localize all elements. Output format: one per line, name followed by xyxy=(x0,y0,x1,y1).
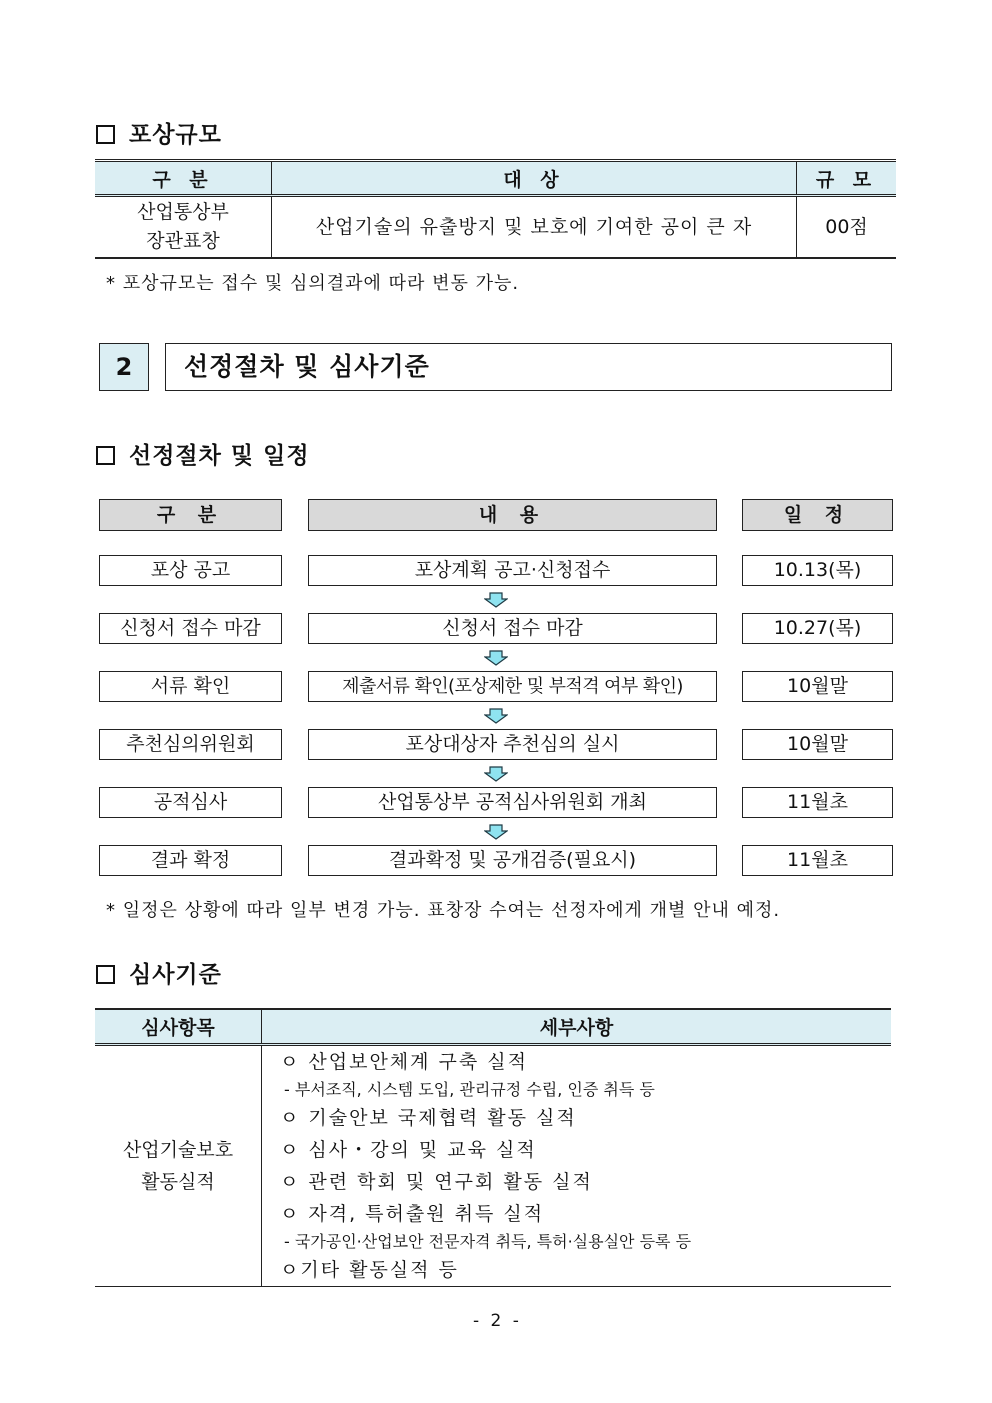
down-arrow-icon xyxy=(484,824,508,840)
flow-step-content: 신청서 접수 마감 xyxy=(308,613,717,644)
flow-header-schedule: 일 정 xyxy=(742,499,893,531)
flow-step-category: 서류 확인 xyxy=(99,671,282,702)
checkbox-square-icon xyxy=(96,965,115,984)
criteria-header-detail: 세부사항 xyxy=(262,1009,892,1045)
flow-step-schedule: 10월말 xyxy=(742,729,893,760)
header-scale: 규 모 xyxy=(797,161,897,196)
flow-step-category: 포상 공고 xyxy=(99,555,282,586)
criteria-item-cell xyxy=(95,1045,262,1287)
award-scale-cell: 00점 xyxy=(797,196,897,259)
criteria-main-item: ㅇ 관련 학회 및 연구회 활동 실적 xyxy=(280,1171,593,1193)
criteria-detail-cell xyxy=(262,1045,892,1287)
flow-step-content: 포상대상자 추천심의 실시 xyxy=(308,729,717,760)
flow-header-category: 구 분 xyxy=(99,499,282,531)
award-scale-header-row xyxy=(95,161,896,196)
header-category: 구 분 xyxy=(95,161,272,196)
criteria-main-item: ㅇ 산업보안체계 구축 실적 xyxy=(280,1051,529,1073)
criteria-detail-list xyxy=(262,1046,891,1286)
flow-step-schedule: 10월말 xyxy=(742,671,893,702)
down-arrow-icon xyxy=(484,708,508,724)
award-scale-table xyxy=(95,159,896,259)
flow-step-category: 결과 확정 xyxy=(99,845,282,876)
page-number: - 2 - xyxy=(473,1311,522,1331)
award-scale-heading xyxy=(96,116,222,149)
chapter-title: 선정절차 및 심사기준 xyxy=(165,343,892,391)
procedure-heading xyxy=(96,437,310,470)
flow-step-schedule: 10.13(목) xyxy=(742,555,893,586)
award-scale-title: 포상규모 xyxy=(129,121,222,148)
criteria-main-item: ㅇ 기술안보 국제협력 활동 실적 xyxy=(280,1107,577,1129)
criteria-sub-item: - 국가공인·산업보안 전문자격 취득, 특허·실용실안 등록 등 xyxy=(284,1232,692,1251)
flow-step-content: 산업통상부 공적심사위원회 개최 xyxy=(308,787,717,818)
flow-step-category: 추천심의위원회 xyxy=(99,729,282,760)
checkbox-square-icon xyxy=(96,125,115,144)
criteria-title: 심사기준 xyxy=(129,961,222,988)
header-target: 대 상 xyxy=(272,161,797,196)
flow-step-schedule: 11월초 xyxy=(742,845,893,876)
criteria-main-item: ㅇ 심사・강의 및 교육 실적 xyxy=(280,1139,537,1161)
procedure-title: 선정절차 및 일정 xyxy=(129,442,310,469)
award-category-cell xyxy=(95,196,272,259)
flow-header-content: 내 용 xyxy=(308,499,717,531)
criteria-row xyxy=(95,1045,891,1287)
flow-step-schedule: 11월초 xyxy=(742,787,893,818)
criteria-header-item: 심사항목 xyxy=(95,1009,262,1045)
down-arrow-icon xyxy=(484,650,508,666)
flow-step-category: 신청서 접수 마감 xyxy=(99,613,282,644)
checkbox-square-icon xyxy=(96,446,115,465)
flow-step-content: 제출서류 확인(포상제한 및 부적격 여부 확인) xyxy=(308,671,717,702)
award-scale-note: * 포상규모는 접수 및 심의결과에 따라 변동 가능. xyxy=(106,273,520,294)
award-scale-row xyxy=(95,196,896,259)
award-target-cell: 산업기술의 유출방지 및 보호에 기여한 공이 큰 자 xyxy=(272,196,797,259)
award-category-line1: 산업통상부 xyxy=(137,201,229,223)
criteria-item-line2: 활동실적 xyxy=(141,1171,215,1193)
criteria-main-item: ㅇ기타 활동실적 등 xyxy=(280,1259,459,1281)
award-category-line2: 장관표창 xyxy=(146,230,220,252)
criteria-main-item: ㅇ 자격, 특허출원 취득 실적 xyxy=(280,1203,545,1225)
flow-step-category: 공적심사 xyxy=(99,787,282,818)
criteria-item-line1: 산업기술보호 xyxy=(122,1139,234,1161)
procedure-note: * 일정은 상황에 따라 일부 변경 가능. 표창장 수여는 선정자에게 개별 안내 예정. xyxy=(106,900,781,921)
flow-step-content: 결과확정 및 공개검증(필요시) xyxy=(308,845,717,876)
flow-step-content: 포상계획 공고·신청접수 xyxy=(308,555,717,586)
chapter-number: 2 xyxy=(99,343,149,391)
criteria-sub-item: - 부서조직, 시스템 도입, 관리규정 수립, 인증 취득 등 xyxy=(284,1080,655,1099)
criteria-header-row xyxy=(95,1009,891,1045)
flow-step-schedule: 10.27(목) xyxy=(742,613,893,644)
down-arrow-icon xyxy=(484,766,508,782)
criteria-table xyxy=(95,1008,891,1287)
criteria-heading xyxy=(96,956,222,989)
down-arrow-icon xyxy=(484,592,508,608)
